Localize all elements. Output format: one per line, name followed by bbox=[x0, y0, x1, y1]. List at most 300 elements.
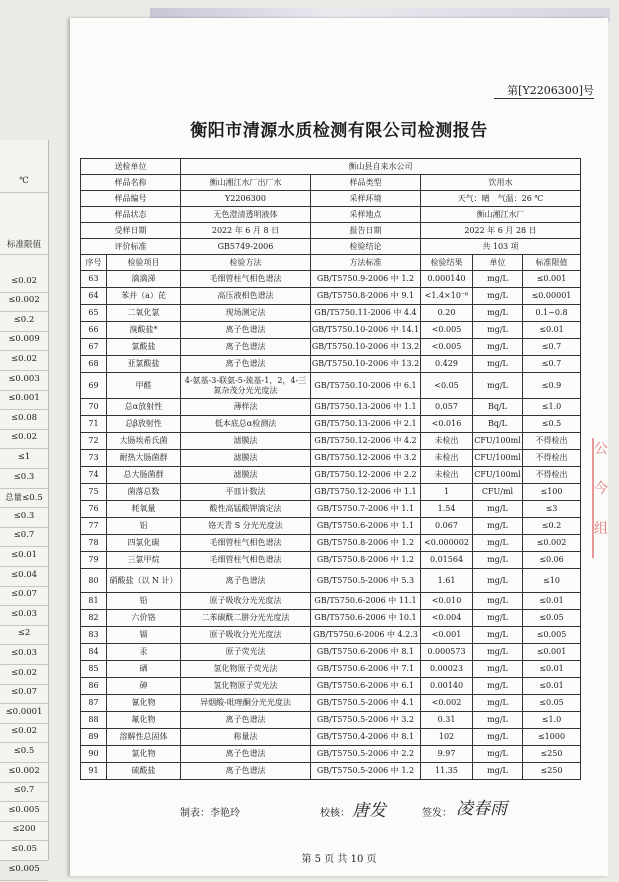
method-standard: GB/T5750.12-2006 中 1.1 bbox=[311, 484, 421, 501]
col-header: 方法标准 bbox=[311, 255, 421, 271]
row-index: 66 bbox=[81, 322, 107, 339]
table-row bbox=[81, 288, 581, 305]
unit: mg/L bbox=[473, 552, 523, 569]
unit: mg/L bbox=[473, 322, 523, 339]
strip-cell: ≤0.05 bbox=[0, 844, 48, 861]
standard-limit: ≤0.01 bbox=[523, 322, 581, 339]
strip-cell: ≤0.02 bbox=[0, 432, 48, 449]
unit: mg/L bbox=[473, 729, 523, 746]
row-index: 90 bbox=[81, 746, 107, 763]
method-standard: GB/T5750.6-2006 中 8.1 bbox=[311, 644, 421, 661]
red-stamp-partial bbox=[592, 438, 608, 558]
row-index: 67 bbox=[81, 339, 107, 356]
test-result: 0.00023 bbox=[421, 661, 473, 678]
item-name: 硒 bbox=[107, 661, 181, 678]
strip-cell: ≤0.009 bbox=[0, 334, 48, 351]
method-standard: GB/T5750.11-2006 中 4.4 bbox=[311, 305, 421, 322]
test-result: 102 bbox=[421, 729, 473, 746]
row-index: 79 bbox=[81, 552, 107, 569]
strip-cell: ≤0.01 bbox=[0, 550, 48, 567]
info-label: 样品状态 bbox=[81, 207, 181, 223]
test-result: <0.002 bbox=[421, 695, 473, 712]
test-method: 离子色谱法 bbox=[181, 763, 311, 780]
item-name: 四氯化碳 bbox=[107, 535, 181, 552]
standard-limit: ≤0.01 bbox=[523, 593, 581, 610]
row-index: 76 bbox=[81, 501, 107, 518]
item-name: 耗氧量 bbox=[107, 501, 181, 518]
method-standard: GB/T5750.10-2006 中 13.2 bbox=[311, 339, 421, 356]
table-row bbox=[81, 501, 581, 518]
info-value: 2022 年 6 月 8 日 bbox=[181, 223, 311, 239]
item-name: 苯并（a）芘 bbox=[107, 288, 181, 305]
test-method: 滤膜法 bbox=[181, 433, 311, 450]
item-name: 铝 bbox=[107, 518, 181, 535]
row-index: 81 bbox=[81, 593, 107, 610]
table-row bbox=[81, 712, 581, 729]
test-method: 氢化物原子荧光法 bbox=[181, 661, 311, 678]
test-method: 低本底总α检测法 bbox=[181, 416, 311, 433]
test-method: 原子吸收分光光度法 bbox=[181, 593, 311, 610]
item-name: 氟化物 bbox=[107, 712, 181, 729]
info-label: 送检单位 bbox=[81, 159, 181, 175]
method-standard: GB/T5750.12-2006 中 3.2 bbox=[311, 450, 421, 467]
strip-cell: ≤0.5 bbox=[0, 746, 48, 763]
unit: mg/L bbox=[473, 339, 523, 356]
info-label: 评价标准 bbox=[81, 239, 181, 255]
unit: mg/L bbox=[473, 678, 523, 695]
test-method: 滤膜法 bbox=[181, 467, 311, 484]
table-row bbox=[81, 552, 581, 569]
col-header: 标准限值 bbox=[523, 255, 581, 271]
method-standard: GB/T5750.10-2006 中 6.1 bbox=[311, 373, 421, 399]
row-index: 78 bbox=[81, 535, 107, 552]
test-result: <0.016 bbox=[421, 416, 473, 433]
method-standard: GB/T5750.5-2006 中 4.1 bbox=[311, 695, 421, 712]
info-label: 样品编号 bbox=[81, 191, 181, 207]
test-result: 0.31 bbox=[421, 712, 473, 729]
strip-cell: ≤0.02 bbox=[0, 668, 48, 685]
test-result: 9.97 bbox=[421, 746, 473, 763]
row-index: 82 bbox=[81, 610, 107, 627]
test-result: 0.00140 bbox=[421, 678, 473, 695]
method-standard: GB/T5750.10-2006 中 14.1 bbox=[311, 322, 421, 339]
signer-label: 签发： bbox=[422, 808, 452, 819]
unit: mg/L bbox=[473, 518, 523, 535]
test-method: 毛细管柱气相色谱法 bbox=[181, 535, 311, 552]
info-row-dates bbox=[81, 223, 581, 239]
table-row bbox=[81, 644, 581, 661]
standard-limit: ≤0.005 bbox=[523, 627, 581, 644]
unit: mg/L bbox=[473, 661, 523, 678]
standard-limit: ≤10 bbox=[523, 569, 581, 593]
method-standard: GB/T5750.5-2006 中 2.2 bbox=[311, 746, 421, 763]
strip-cell: ≤0.02 bbox=[0, 354, 48, 371]
test-result: 0.000573 bbox=[421, 644, 473, 661]
strip-cell: ≤0.7 bbox=[0, 785, 48, 802]
method-standard: GB/T5750.5-2006 中 3.2 bbox=[311, 712, 421, 729]
stamp-glyph: 公 bbox=[594, 441, 608, 457]
unit: mg/L bbox=[473, 644, 523, 661]
test-method: 滤膜法 bbox=[181, 450, 311, 467]
unit: CFU/100ml bbox=[473, 433, 523, 450]
col-header: 检验方法 bbox=[181, 255, 311, 271]
item-name: 硫酸盐 bbox=[107, 763, 181, 780]
method-standard: GB/T5750.5-2006 中 5.3 bbox=[311, 569, 421, 593]
test-method: 高压液相色谱法 bbox=[181, 288, 311, 305]
item-name: 铅 bbox=[107, 593, 181, 610]
info-value: 2022 年 6 月 28 日 bbox=[421, 223, 581, 239]
item-name: 六价铬 bbox=[107, 610, 181, 627]
item-name: 总α放射性 bbox=[107, 399, 181, 416]
unit: mg/L bbox=[473, 535, 523, 552]
strip-cell: ≤1 bbox=[0, 452, 48, 469]
strip-cell: ≤0.2 bbox=[0, 315, 48, 332]
strip-cell: ≤0.001 bbox=[0, 393, 48, 410]
test-result: 1.61 bbox=[421, 569, 473, 593]
strip-cell: 总量≤0.5 bbox=[0, 491, 48, 508]
test-result: 0.057 bbox=[421, 399, 473, 416]
col-header: 序号 bbox=[81, 255, 107, 271]
strip-cell: ≤0.07 bbox=[0, 589, 48, 606]
info-value: GB5749-2006 bbox=[181, 239, 311, 255]
method-standard: GB/T5750.7-2006 中 1.1 bbox=[311, 501, 421, 518]
method-standard: GB/T5750.6-2006 中 4.2.3 bbox=[311, 627, 421, 644]
unit: mg/L bbox=[473, 593, 523, 610]
item-name: 氯酸盐 bbox=[107, 339, 181, 356]
unit: mg/L bbox=[473, 356, 523, 373]
row-index: 71 bbox=[81, 416, 107, 433]
col-header: 单位 bbox=[473, 255, 523, 271]
info-row-standard bbox=[81, 239, 581, 255]
info-row-submitter bbox=[81, 159, 581, 175]
test-result: 0.000140 bbox=[421, 271, 473, 288]
row-index: 68 bbox=[81, 356, 107, 373]
col-header: 检验结果 bbox=[421, 255, 473, 271]
row-index: 69 bbox=[81, 373, 107, 399]
test-result: 未检出 bbox=[421, 467, 473, 484]
signer-signature: 凌春雨 bbox=[456, 799, 507, 819]
info-value: Y2206300 bbox=[181, 191, 311, 207]
checker-label: 校核： bbox=[320, 808, 350, 819]
strip-cell: ≤0.002 bbox=[0, 766, 48, 783]
table-row bbox=[81, 661, 581, 678]
strip-cell: ≤0.3 bbox=[0, 511, 48, 528]
test-method: 离子色谱法 bbox=[181, 712, 311, 729]
standard-limit: ≤100 bbox=[523, 484, 581, 501]
method-standard: GB/T5750.6-2006 中 11.1 bbox=[311, 593, 421, 610]
table-row bbox=[81, 593, 581, 610]
method-standard: GB/T5750.5-2006 中 1.2 bbox=[311, 763, 421, 780]
row-index: 77 bbox=[81, 518, 107, 535]
item-name: 二氧化氯 bbox=[107, 305, 181, 322]
info-row-sample-id bbox=[81, 191, 581, 207]
table-row bbox=[81, 416, 581, 433]
row-index: 84 bbox=[81, 644, 107, 661]
test-result: <0.005 bbox=[421, 339, 473, 356]
report-table bbox=[80, 158, 581, 780]
report-title: 衡阳市清源水质检测有限公司检测报告 bbox=[190, 121, 488, 141]
strip-cell: ≤0.02 bbox=[0, 726, 48, 743]
table-row bbox=[81, 356, 581, 373]
unit: mg/L bbox=[473, 501, 523, 518]
method-standard: GB/T5750.8-2006 中 9.1 bbox=[311, 288, 421, 305]
test-result: <0.004 bbox=[421, 610, 473, 627]
unit: mg/L bbox=[473, 288, 523, 305]
test-result: <1.4×10⁻⁶ bbox=[421, 288, 473, 305]
row-index: 65 bbox=[81, 305, 107, 322]
method-standard: GB/T5750.8-2006 中 1.2 bbox=[311, 552, 421, 569]
test-method: 毛细管柱气相色谱法 bbox=[181, 552, 311, 569]
table-row bbox=[81, 339, 581, 356]
item-name: 氯化物 bbox=[107, 746, 181, 763]
item-name: 硝酸盐（以 N 计） bbox=[107, 569, 181, 593]
unit: CFU/ml bbox=[473, 484, 523, 501]
strip-cell: ≤0.3 bbox=[0, 472, 48, 489]
table-row bbox=[81, 518, 581, 535]
test-result: 未检出 bbox=[421, 433, 473, 450]
test-result: 0.067 bbox=[421, 518, 473, 535]
info-value: 衡山湘江水厂 bbox=[421, 207, 581, 223]
strip-cell: ≤2 bbox=[0, 628, 48, 645]
test-result: 0.20 bbox=[421, 305, 473, 322]
item-name: 溴酸盐* bbox=[107, 322, 181, 339]
info-value: 饮用水 bbox=[421, 175, 581, 191]
strip-cell: ≤0.08 bbox=[0, 413, 48, 430]
strip-cell: ≤0.03 bbox=[0, 648, 48, 665]
method-standard: GB/T5750.10-2006 中 13.2 bbox=[311, 356, 421, 373]
strip-cell: ℃ bbox=[0, 176, 48, 193]
table-row bbox=[81, 484, 581, 501]
strip-cell: ≤0.005 bbox=[0, 805, 48, 822]
info-label: 受样日期 bbox=[81, 223, 181, 239]
item-name: 砷 bbox=[107, 678, 181, 695]
test-result: 1.54 bbox=[421, 501, 473, 518]
test-method: 离子色谱法 bbox=[181, 356, 311, 373]
item-name: 耐热大肠菌群 bbox=[107, 450, 181, 467]
test-method: 酸性高锰酸钾滴定法 bbox=[181, 501, 311, 518]
column-header-row bbox=[81, 255, 581, 271]
info-label: 采样地点 bbox=[311, 207, 421, 223]
page-number: 第 5 页 共 10 页 bbox=[301, 854, 377, 865]
table-row bbox=[81, 433, 581, 450]
test-result: 0.429 bbox=[421, 356, 473, 373]
info-label: 样品类型 bbox=[311, 175, 421, 191]
item-name: 溶解性总固体 bbox=[107, 729, 181, 746]
item-name: 滴滴涕 bbox=[107, 271, 181, 288]
row-index: 85 bbox=[81, 661, 107, 678]
table-row bbox=[81, 610, 581, 627]
item-name: 汞 bbox=[107, 644, 181, 661]
standard-limit: ≤1.0 bbox=[523, 712, 581, 729]
test-method: 二苯碳酰二肼分光光度法 bbox=[181, 610, 311, 627]
unit: mg/L bbox=[473, 627, 523, 644]
standard-limit: 不得检出 bbox=[523, 467, 581, 484]
item-name: 三氯甲烷 bbox=[107, 552, 181, 569]
method-standard: GB/T5750.13-2006 中 2.1 bbox=[311, 416, 421, 433]
unit: mg/L bbox=[473, 712, 523, 729]
strip-cell: 标准限值 bbox=[0, 238, 48, 255]
report-page bbox=[70, 18, 608, 876]
standard-limit: ≤0.7 bbox=[523, 356, 581, 373]
standard-limit: ≤0.5 bbox=[523, 416, 581, 433]
standard-limit: ≤0.05 bbox=[523, 695, 581, 712]
item-name: 大肠埃希氏菌 bbox=[107, 433, 181, 450]
info-row-sample-name bbox=[81, 175, 581, 191]
strip-cell: ≤0.04 bbox=[0, 570, 48, 587]
table-row bbox=[81, 746, 581, 763]
unit: mg/L bbox=[473, 610, 523, 627]
unit: mg/L bbox=[473, 373, 523, 399]
test-result: <0.005 bbox=[421, 322, 473, 339]
strip-cell: ≤0.03 bbox=[0, 609, 48, 626]
info-value: 衡山湘江水厂出厂水 bbox=[181, 175, 311, 191]
table-row bbox=[81, 627, 581, 644]
standard-limit: ≤0.001 bbox=[523, 271, 581, 288]
test-result: 11.35 bbox=[421, 763, 473, 780]
table-row bbox=[81, 729, 581, 746]
test-method: 平皿计数法 bbox=[181, 484, 311, 501]
item-name: 甲醛 bbox=[107, 373, 181, 399]
info-value: 天气：晴 气温：26 ℃ bbox=[421, 191, 581, 207]
info-row-sample-state bbox=[81, 207, 581, 223]
stamp-glyph: 今 bbox=[594, 481, 608, 497]
unit: CFU/100ml bbox=[473, 450, 523, 467]
strip-cell: ≤0.005 bbox=[0, 864, 48, 881]
compiler-label: 制表：李艳玲 bbox=[180, 808, 240, 819]
test-result: <0.010 bbox=[421, 593, 473, 610]
info-label: 采样环境 bbox=[311, 191, 421, 207]
checker-signature: 唐发 bbox=[352, 801, 386, 821]
test-result: 未检出 bbox=[421, 450, 473, 467]
test-method: 原子荧光法 bbox=[181, 644, 311, 661]
standard-limit: ≤1.0 bbox=[523, 399, 581, 416]
unit: mg/L bbox=[473, 271, 523, 288]
row-index: 86 bbox=[81, 678, 107, 695]
row-index: 91 bbox=[81, 763, 107, 780]
col-header: 检验项目 bbox=[107, 255, 181, 271]
test-method: 4-氨基-3-联氨-5-巯基-1，2，4-三氮杂茂分光光度法 bbox=[181, 373, 311, 399]
table-row bbox=[81, 678, 581, 695]
test-result: 0.01564 bbox=[421, 552, 473, 569]
report-number-underline bbox=[494, 98, 594, 99]
item-name: 氰化物 bbox=[107, 695, 181, 712]
row-index: 74 bbox=[81, 467, 107, 484]
item-name: 菌落总数 bbox=[107, 484, 181, 501]
stamp-glyph: 组 bbox=[594, 521, 608, 537]
table-row bbox=[81, 450, 581, 467]
strip-cell: ≤0.002 bbox=[0, 295, 48, 312]
row-index: 64 bbox=[81, 288, 107, 305]
item-name: 亚氯酸盐 bbox=[107, 356, 181, 373]
item-name: 总大肠菌群 bbox=[107, 467, 181, 484]
test-method: 铬天青 S 分光光度法 bbox=[181, 518, 311, 535]
unit: mg/L bbox=[473, 695, 523, 712]
method-standard: GB/T5750.6-2006 中 10.1 bbox=[311, 610, 421, 627]
strip-cell: ≤0.07 bbox=[0, 687, 48, 704]
standard-limit: 0.1~0.8 bbox=[523, 305, 581, 322]
strip-cell: ≤0.02 bbox=[0, 276, 48, 293]
test-method: 氢化物原子荧光法 bbox=[181, 678, 311, 695]
row-index: 87 bbox=[81, 695, 107, 712]
unit: mg/L bbox=[473, 763, 523, 780]
standard-limit: ≤250 bbox=[523, 763, 581, 780]
table-row bbox=[81, 763, 581, 780]
info-value: 共 103 项 bbox=[421, 239, 581, 255]
row-index: 63 bbox=[81, 271, 107, 288]
standard-limit: 不得检出 bbox=[523, 450, 581, 467]
standard-limit: ≤0.05 bbox=[523, 610, 581, 627]
report-number: 第[Y2206300]号 bbox=[507, 84, 594, 97]
info-label: 报告日期 bbox=[311, 223, 421, 239]
test-method: 离子色谱法 bbox=[181, 339, 311, 356]
standard-limit: ≤3 bbox=[523, 501, 581, 518]
test-method: 离子色谱法 bbox=[181, 569, 311, 593]
standard-limit: ≤0.7 bbox=[523, 339, 581, 356]
info-label: 样品名称 bbox=[81, 175, 181, 191]
test-method: 现场测定法 bbox=[181, 305, 311, 322]
table-row bbox=[81, 399, 581, 416]
table-row bbox=[81, 271, 581, 288]
table-row bbox=[81, 373, 581, 399]
method-standard: GB/T5750.9-2006 中 1.2 bbox=[311, 271, 421, 288]
unit: CFU/100ml bbox=[473, 467, 523, 484]
row-index: 70 bbox=[81, 399, 107, 416]
item-name: 总β放射性 bbox=[107, 416, 181, 433]
strip-cell: ≤200 bbox=[0, 824, 48, 841]
standard-limit: 不得检出 bbox=[523, 433, 581, 450]
row-index: 73 bbox=[81, 450, 107, 467]
unit: mg/L bbox=[473, 305, 523, 322]
row-index: 83 bbox=[81, 627, 107, 644]
strip-cell: ≤0.7 bbox=[0, 530, 48, 547]
test-method: 离子色谱法 bbox=[181, 322, 311, 339]
info-value: 无色澄清透明液体 bbox=[181, 207, 311, 223]
standard-limit: ≤0.01 bbox=[523, 678, 581, 695]
method-standard: GB/T5750.12-2006 中 2.2 bbox=[311, 467, 421, 484]
method-standard: GB/T5750.13-2006 中 1.1 bbox=[311, 399, 421, 416]
unit: mg/L bbox=[473, 746, 523, 763]
unit: mg/L bbox=[473, 569, 523, 593]
strip-cell: ≤0.0001 bbox=[0, 707, 48, 724]
row-index: 75 bbox=[81, 484, 107, 501]
test-result: <0.05 bbox=[421, 373, 473, 399]
unit: Bq/L bbox=[473, 399, 523, 416]
method-standard: GB/T5750.4-2006 中 8.1 bbox=[311, 729, 421, 746]
underlying-page-strip bbox=[0, 140, 49, 874]
standard-limit: ≤0.001 bbox=[523, 644, 581, 661]
item-name: 镉 bbox=[107, 627, 181, 644]
method-standard: GB/T5750.12-2006 中 4.2 bbox=[311, 433, 421, 450]
row-index: 80 bbox=[81, 569, 107, 593]
standard-limit: ≤0.2 bbox=[523, 518, 581, 535]
method-standard: GB/T5750.6-2006 中 1.1 bbox=[311, 518, 421, 535]
standard-limit: ≤0.01 bbox=[523, 661, 581, 678]
standard-limit: ≤1000 bbox=[523, 729, 581, 746]
unit: Bq/L bbox=[473, 416, 523, 433]
strip-cell: ≤0.003 bbox=[0, 374, 48, 391]
test-method: 称量法 bbox=[181, 729, 311, 746]
method-standard: GB/T5750.6-2006 中 6.1 bbox=[311, 678, 421, 695]
table-row bbox=[81, 305, 581, 322]
test-method: 异烟酸-吡唑酮分光光度法 bbox=[181, 695, 311, 712]
table-row bbox=[81, 467, 581, 484]
method-standard: GB/T5750.8-2006 中 1.2 bbox=[311, 535, 421, 552]
test-result: 1 bbox=[421, 484, 473, 501]
test-method: 毛细管柱气相色谱法 bbox=[181, 271, 311, 288]
standard-limit: ≤0.06 bbox=[523, 552, 581, 569]
test-method: 原子吸收分光光度法 bbox=[181, 627, 311, 644]
standard-limit: ≤0.00001 bbox=[523, 288, 581, 305]
